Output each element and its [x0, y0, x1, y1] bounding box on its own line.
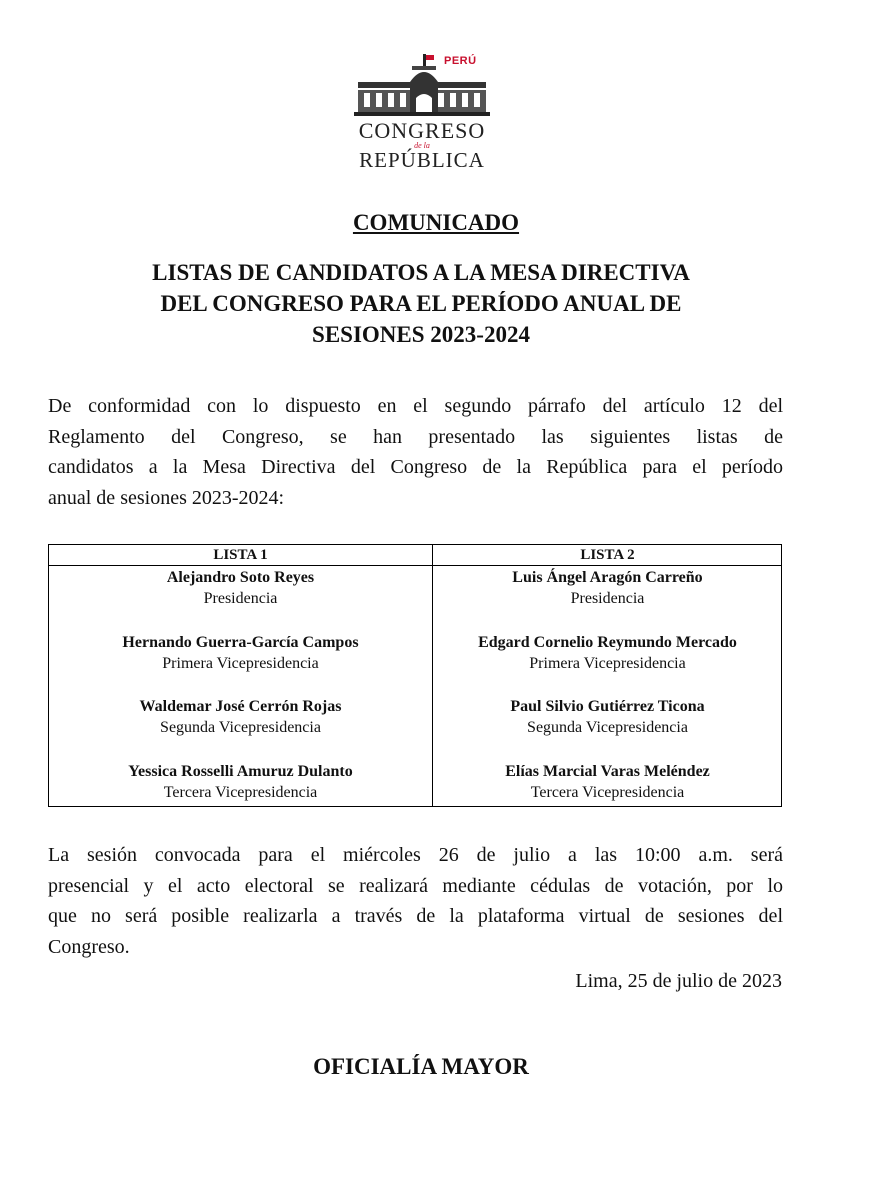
candidate-name: Elías Marcial Varas Meléndez: [505, 762, 710, 780]
subtitle-line: LISTAS DE CANDIDATOS A LA MESA DIRECTIVA: [152, 260, 690, 285]
candidate-entry: [433, 696, 782, 759]
candidates-table: [48, 544, 782, 807]
paragraph-line: que no será posible realizarla a través de la plataforma virtual de sesiones del: [48, 905, 783, 927]
candidate-name: Alejandro Soto Reyes: [166, 569, 315, 586]
logo-congreso-text: CONGRESO: [358, 118, 486, 143]
congress-logo: [352, 52, 502, 172]
paragraph-line: candidatos a la Mesa Directiva del Congreso de la República para el período: [48, 456, 783, 478]
paragraph-line: presencial y el acto electoral se realizará mediante cédulas de votación, por lo: [48, 874, 783, 897]
candidate-entry: [433, 761, 782, 824]
signature-office: OFICIALÍA MAYOR: [313, 1054, 529, 1079]
paragraph-line: Reglamento del Congreso, se han presentado las siguientes listas de: [48, 425, 783, 448]
paragraph-line: Congreso.: [48, 935, 130, 958]
candidate-role: Segunda Vicepresidencia: [527, 719, 688, 736]
place-date: Lima, 25 de julio de 2023: [575, 970, 782, 992]
candidate-entry: [433, 632, 782, 695]
candidate-name: Luis Ángel Aragón Carreño: [512, 569, 703, 586]
candidate-name: Hernando Guerra-García Campos: [122, 633, 359, 651]
subtitle-line: DEL CONGRESO PARA EL PERÍODO ANUAL DE: [160, 291, 682, 316]
candidate-role: Primera Vicepresidencia: [162, 654, 319, 672]
candidate-role: Tercera Vicepresidencia: [163, 783, 318, 801]
candidate-entry: [433, 567, 782, 630]
candidate-name: Yessica Rosselli Amuruz Dulanto: [128, 762, 353, 780]
candidate-entry: [49, 696, 432, 759]
candidate-entry: [49, 761, 432, 824]
logo-country: PERÚ: [444, 55, 477, 67]
candidate-role: Segunda Vicepresidencia: [160, 719, 321, 736]
candidate-role: Tercera Vicepresidencia: [530, 783, 685, 801]
logo-dela-text: de la: [414, 141, 430, 150]
paragraph-line: La sesión convocada para el miércoles 26 de julio a las 10:00 a.m. será: [48, 844, 783, 866]
document-title: COMUNICADO: [352, 210, 520, 235]
candidate-name: Edgard Cornelio Reymundo Mercado: [478, 633, 737, 651]
document-subtitle: [80, 257, 762, 350]
candidate-role: Primera Vicepresidencia: [529, 654, 686, 672]
candidate-role: Presidencia: [570, 590, 645, 607]
paragraph-line: anual de sesiones 2023-2024:: [48, 486, 285, 509]
intro-paragraph: [48, 391, 783, 513]
list-header: LISTA 2: [580, 547, 635, 563]
candidate-entry: [49, 632, 432, 695]
candidate-name: Waldemar José Cerrón Rojas: [139, 698, 342, 715]
list-1-column: [49, 545, 432, 823]
session-paragraph: [48, 840, 783, 962]
list-2-column: [433, 545, 782, 823]
paragraph-line: De conformidad con lo dispuesto en el segundo párrafo del artículo 12 del: [48, 395, 783, 417]
candidate-entry: [49, 567, 432, 630]
candidate-role: Presidencia: [203, 590, 278, 607]
subtitle-line: SESIONES 2023-2024: [312, 322, 530, 347]
logo-republica-text: REPÚBLICA: [359, 148, 485, 172]
candidate-name: Paul Silvio Gutiérrez Ticona: [510, 698, 705, 715]
list-header: LISTA 1: [213, 547, 268, 563]
